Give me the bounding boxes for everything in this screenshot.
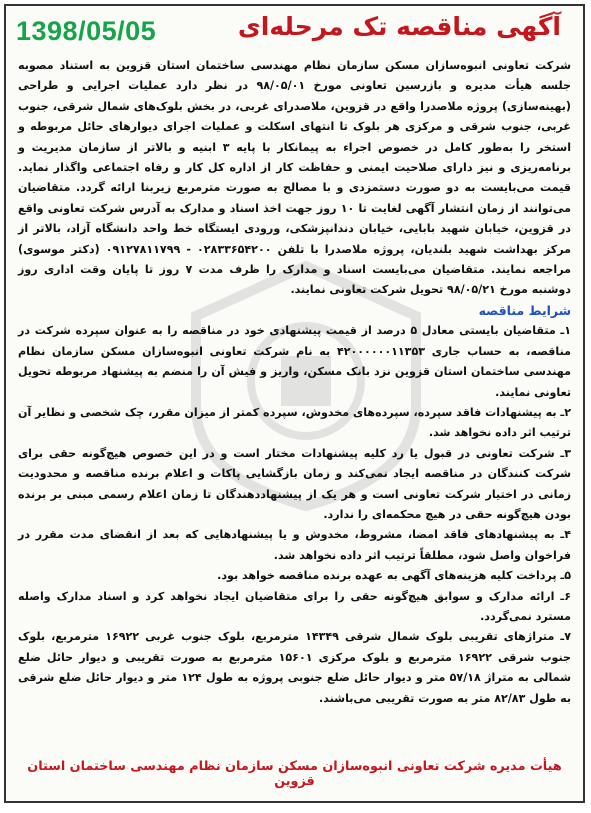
date-stamp: 1398/05/05 [16,16,157,46]
condition-item: ۳ـ شرکت تعاونی در قبول یا رد کلیه پیشنهادات مختار است و در این خصوص هیچ‌گونه حقی برای شرکت کنندگان در مناقصه ایجاد نمی‌کند و زمان بازگشایی پاکات و اعلام برنده مناقصه و محدودیت زمانی در اختیار شرکت تعاونی است و هر یک از پیشنهاددهندگان تا زمان اعلام رسمی مبنی بر برنده بودن هیچ‌گونه حقی در هیچ محکمه‌ای را ندارد. [18,446,571,521]
intro-paragraph: شرکت تعاونی انبوه‌سازان مسکن سازمان نظام مهندسی ساختمان استان قزوین به استناد مصوبه جلسه هیأت مدیره و بازرسین تعاونی مورخ ۹۸/۰۵/۰۱ در نظر دارد عملیات اجرایی و طراحی (بهینه‌سازی) پروژه ملاصدرا واقع در قزوین، ملاصدرای غربی، در بخش بلوک‌های شمال شرقی، جنوب غربی، جنوب شرقی و مرکزی هر بلوک تا انتهای اسکلت و عملیات اجرای دیوارهای حائل مربوطه و استخر را به‌طور کامل در خصوص اجراء به پیمانکار با پایه ۳ ابنیه و بالاتر از سازمان مدیریت و برنامه‌ریزی و نیز دارای صلاحیت ایمنی و حفاظت کار از اداره کل کار و رفاه اجتماعی واگذار نماید. قیمت می‌بایست به دو صورت دستمزدی و با مصالح به صورت مترمربع زیربنا ارائه گردد. متقاضیان می‌توانند از زمان انتشار آگهی لغایت تا ۱۰ روز جهت اخذ اسناد و مدارک به آدرس شرکت تعاونی واقع در قزوین، خیابان شهید بابایی، خیابان دندانپزشکی، ورودی ایستگاه خط واحد دانشگاه آزاد، بالاتر از مرکز بهداشت شهید بلندیان، پروژه ملاصدرا با تلفن ۰۲۸۳۳۶۵۴۲۰۰ - ۰۹۱۲۷۸۱۱۷۹۹ (دکتر موسوی) مراجعه نمایند. متقاضیان می‌بایست اسناد و مدارک را ظرف مدت ۷ روز تا پایان وقت اداری روز دوشنبه مورخ ۹۸/۰۵/۲۱ تحویل شرکت تعاونی نمایند. [18,59,571,297]
condition-item: ۱ـ متقاضیان بایستی معادل ۵ درصد از قیمت پیشنهادی خود در مناقصه را به عنوان سپرده شرکت در مناقصه، به حساب جاری ۴۲۰۰۰۰۰۰۱۱۳۵۳ به نام شرکت تعاونی انبوه‌سازان مسکن سازمان نظام مهندسی ساختمان استان قزوین نزد بانک مسکن، واریز و فیش آن را منضم به پیشنهاد مربوطه تحویل تعاونی نمایند. [18,324,571,399]
ad-body [18,56,571,709]
condition-item: ۵ـ پرداخت کلیه هزینه‌های آگهی به عهده برنده مناقصه خواهد بود. [217,569,571,583]
condition-item: ۲ـ به پیشنهادات فاقد سپرده، سپرده‌های مخدوش، سپرده کمتر از میزان مقرر، چک شخصی و نظایر آن ترتیب اثر داده نخواهد شد. [18,405,571,440]
condition-item: ۷ـ متراژهای تقریبی بلوک شمال شرقی ۱۴۳۴۹ مترمربع، بلوک جنوب غربی ۱۶۹۲۲ مترمربع، بلوک جنوب شرقی ۱۶۹۲۲ مترمربع و بلوک مرکزی ۱۵۶۰۱ مترمربع به صورت تقریبی و دیوار حائل ضلع شمالی به متراژ ۵۷/۱۸ متر و دیوار حائل ضلع جنوبی پروژه به طول ۱۲۴ متر و دیوار حائل ضلع شرقی به طول ۸۲/۸۳ متر به صورت تقریبی می‌باشند. [18,630,571,705]
condition-item: ۶ـ ارائه مدارک و سوابق هیچ‌گونه حقی را برای متقاضیان ایجاد نخواهد کرد و اسناد مدارک واصله مسترد نمی‌گردد. [18,589,571,623]
ad-signature: هیأت مدیره شرکت تعاونی انبوه‌سازان مسکن سازمان نظام مهندسی ساختمان استان قزوین [27,759,562,789]
ad-title: آگهی مناقصه تک مرحله‌ای [237,12,561,41]
conditions-title: شرایط مناقصه [478,302,571,318]
condition-item: ۴ـ به پیشنهادهای فاقد امضا، مشروط، مخدوش و یا پیشنهادهایی که بعد از انقضای مدت مقرر در فراخوان واصل شود، مطلقاً ترتیب اثر داده نخواهد شد. [18,528,571,562]
newspaper-ad [4,4,585,803]
